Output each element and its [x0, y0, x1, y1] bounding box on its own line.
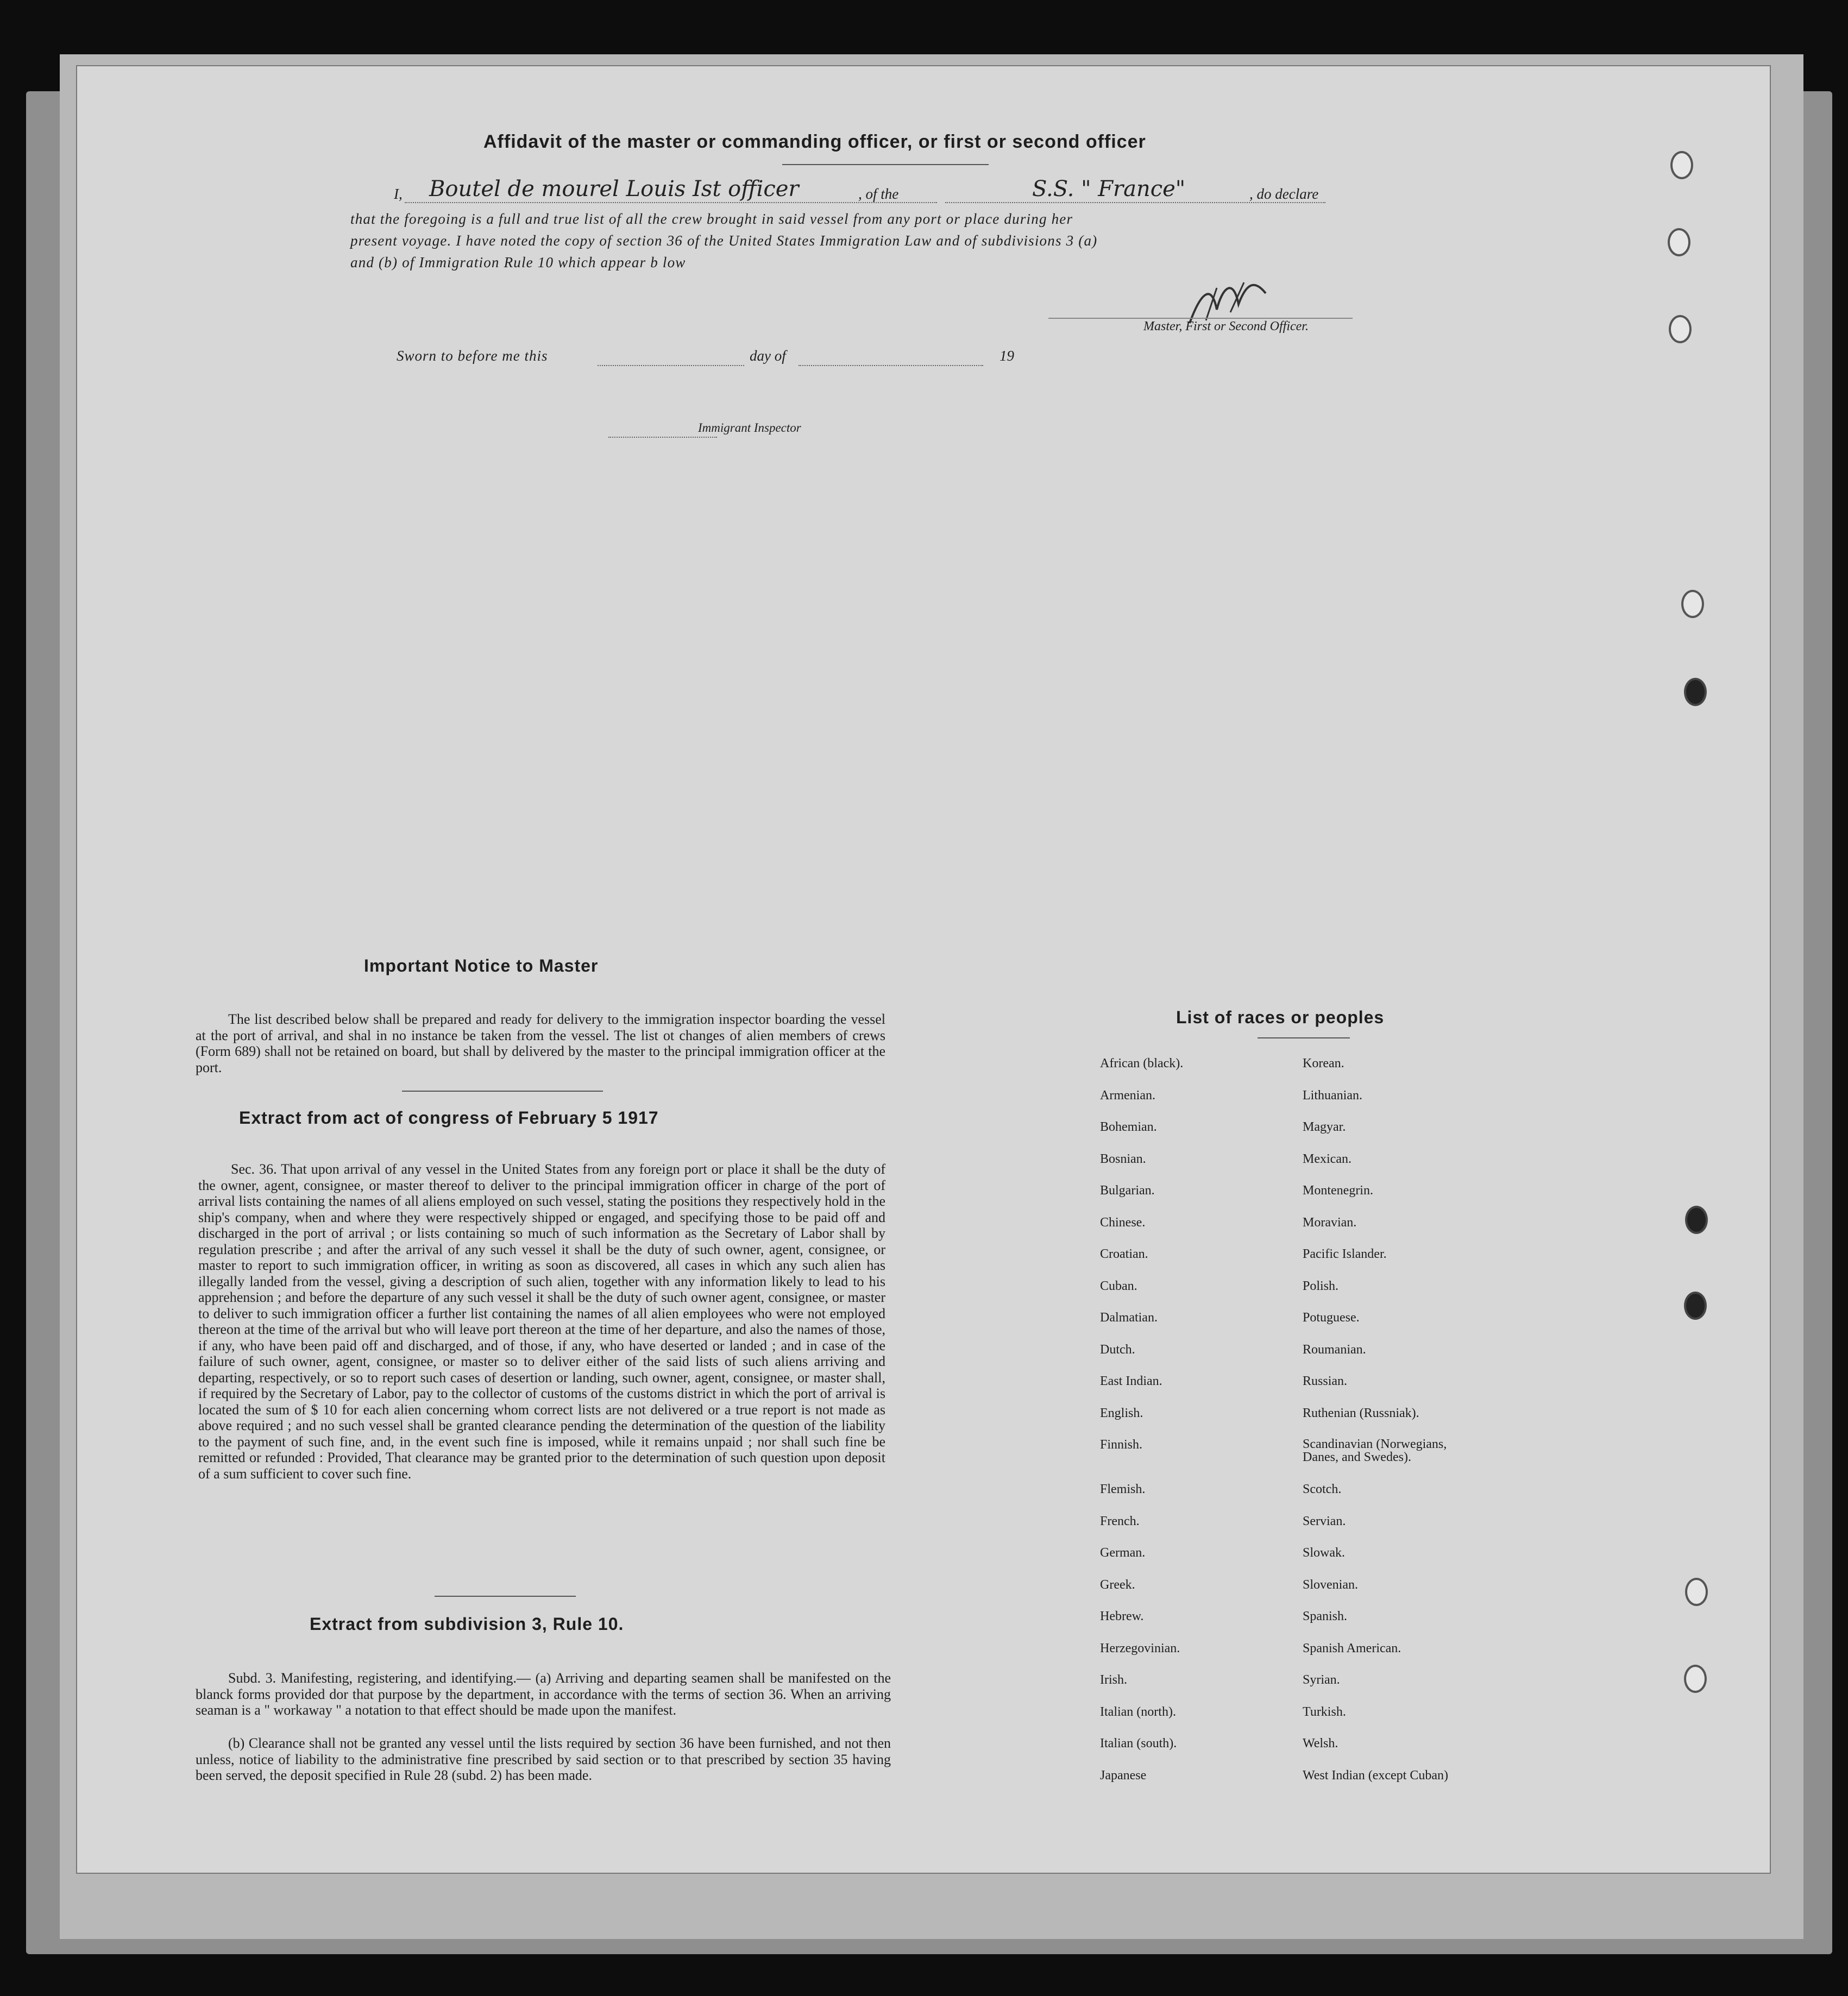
- race-item: Bohemian.: [1100, 1120, 1157, 1134]
- sworn-day-line: [598, 365, 744, 366]
- race-item: African (black).: [1100, 1056, 1184, 1071]
- race-item: Chinese.: [1100, 1215, 1146, 1230]
- inspector-line: [608, 437, 717, 438]
- race-item: Hebrew.: [1100, 1609, 1144, 1623]
- race-item: Dutch.: [1100, 1342, 1135, 1357]
- signature-line: [1048, 318, 1353, 319]
- race-item: Servian.: [1303, 1514, 1346, 1528]
- race-item: Ruthenian (Russniak).: [1303, 1406, 1419, 1420]
- binding-hole: [1681, 590, 1704, 618]
- officer-name-line: [405, 202, 937, 203]
- race-item: Russian.: [1303, 1374, 1348, 1388]
- affidavit-of-the: , of the: [858, 186, 899, 202]
- race-item: German.: [1100, 1546, 1146, 1560]
- binding-hole: [1684, 1292, 1707, 1320]
- rule-text-a: Subd. 3. Manifesting, registering, and identifying.— (a) Arriving and departing seamen shall be manifested on the blanck forms provided dor that purpose by the department, in accordance with the terms of section 36. When an arriving seaman is a " workaway " a notation to that effect should be made upon the manifest.: [196, 1670, 891, 1718]
- race-item: Potuguese.: [1303, 1311, 1360, 1325]
- day-of-label: day of: [750, 348, 786, 364]
- race-item: Bulgarian.: [1100, 1183, 1155, 1198]
- affidavit-line4: and (b) of Immigration Rule 10 which appear b low: [350, 254, 686, 270]
- inspector-label: Immigrant Inspector: [698, 421, 801, 435]
- race-item: Armenian.: [1100, 1088, 1155, 1103]
- year-label: 19: [1000, 348, 1014, 364]
- race-item: Spanish American.: [1303, 1641, 1401, 1655]
- race-item: English.: [1100, 1406, 1143, 1420]
- month-line: [799, 365, 983, 366]
- rule-text-b: (b) Clearance shall not be granted any vessel until the lists required by section 36 have been furnished, and not then unless, notice of liability to the administrative fine prescribed by said section or to that prescribed by section 35 having been served, the deposit specified in Rule 28 (subd. 2) has been made.: [196, 1735, 891, 1783]
- affidavit-line3: present voyage. I have noted the copy of section 36 of the United States Immigration Law and of subdivisions 3 (a): [350, 232, 1098, 249]
- race-item: Irish.: [1100, 1673, 1127, 1687]
- race-item: Croatian.: [1100, 1247, 1148, 1261]
- officer-name-handwritten: Boutel de mourel Louis Ist officer: [429, 177, 799, 202]
- race-item: Moravian.: [1303, 1215, 1357, 1230]
- signature-caption: Master, First or Second Officer.: [1143, 319, 1309, 333]
- affidavit-line1-prefix: I,: [394, 186, 403, 202]
- document-page: [76, 65, 1771, 1874]
- act-title: Extract from act of congress of February 5 1917: [239, 1108, 659, 1128]
- race-item: Italian (north).: [1100, 1704, 1176, 1719]
- binding-hole: [1668, 228, 1690, 256]
- notice-title: Important Notice to Master: [364, 956, 599, 975]
- binding-hole: [1670, 151, 1693, 179]
- notice-text: The list described below shall be prepared and ready for delivery to the immigration inspector boarding the vessel at the port of arrival, and shal in no instance be taken from the vessel. The list ot changes of alien members of crews (Form 689) shall not be retained on board, but shall by delivered by the master to the principal immigration officer at the port.: [196, 1011, 885, 1075]
- affidavit-title: Affidavit of the master or commanding officer, or first or second officer: [483, 131, 1146, 152]
- race-item: Herzegovinian.: [1100, 1641, 1180, 1655]
- race-item: Spanish.: [1303, 1609, 1348, 1623]
- race-item: Slowak.: [1303, 1546, 1345, 1560]
- binding-hole: [1669, 315, 1692, 343]
- race-item: Italian (south).: [1100, 1736, 1177, 1751]
- act-divider: [435, 1596, 576, 1597]
- race-item: Cuban.: [1100, 1279, 1137, 1293]
- affidavit-line2: that the foregoing is a full and true list of all the crew brought in said vessel from any port or place during her: [350, 211, 1073, 227]
- race-item: Japanese: [1100, 1768, 1147, 1783]
- affidavit-do-declare: , do declare: [1249, 186, 1319, 202]
- notice-divider: [402, 1091, 603, 1092]
- race-item: Lithuanian.: [1303, 1088, 1362, 1103]
- race-item: Slovenian.: [1303, 1577, 1358, 1592]
- rule-title: Extract from subdivision 3, Rule 10.: [310, 1614, 624, 1634]
- race-item: Syrian.: [1303, 1673, 1340, 1687]
- binding-hole: [1684, 678, 1707, 706]
- race-item: Mexican.: [1303, 1151, 1352, 1166]
- sworn-label: Sworn to before me this: [397, 348, 548, 364]
- binding-hole: [1685, 1578, 1708, 1606]
- race-item: Polish.: [1303, 1279, 1339, 1293]
- race-item: Flemish.: [1100, 1482, 1146, 1496]
- race-item: Welsh.: [1303, 1736, 1338, 1751]
- race-item: West Indian (except Cuban): [1303, 1768, 1448, 1783]
- race-item: Roumanian.: [1303, 1342, 1366, 1357]
- race-item: Greek.: [1100, 1577, 1135, 1592]
- binding-hole: [1685, 1206, 1708, 1234]
- race-item: Turkish.: [1303, 1704, 1346, 1719]
- race-item: Finnish.: [1100, 1438, 1143, 1452]
- race-item: Korean.: [1303, 1056, 1344, 1071]
- race-item: Montenegrin.: [1303, 1183, 1373, 1198]
- race-item: Scandinavian (Norwegians, Danes, and Swedes).: [1303, 1437, 1447, 1464]
- act-text: Sec. 36. That upon arrival of any vessel in the United States from any foreign port or place it shall be the duty of the owner, agent, consignee, or master thereof to deliver to the principal immigration officer in charge of the port of arrival lists containing the names of all aliens employed on such vessel, stating the positions they respectively hold in the ship's company, when and where they were respectively shipped or engaged, and specifying those to be paid off and discharged in the port of arrival ; or lists containing so much of such information as the Secretary of Labor shall by regulation prescribe ; and after the arrival of any such vessel it shall be the duty of such owner, agent, consignee, or master to report to such immigration officer, in writing as soon as discovered, all cases in which any such alien has illegally landed from the vessel, giving a description of such alien, together with any information likely to lead to his apprehension ; and before the departure of any such vessel it shall be the duty of such owner agent, consignee, or master to deliver to such immigration officer a further list containing the names of all alien employees who were not employed thereon at the time of the arrival but who will leave port thereon at the time of her departure, and also the names of those, if any, who have been paid off and discharged, and of those, if any, who have deserted or landed ; and in case of the failure of such owner, agent, consignee, or master so to deliver either of the said lists of such aliens arriving and departing, respectively, or so to report such cases of desertion or landing, such owner, agent, consignee, or master shall, if required by the Secretary of Labor, pay to the collector of customs of the customs district in which the port of arrival is located the sum of $ 10 for each alien concerning whom correct lists are not delivered or a true report is not made as above required ; and no such vessel shall be granted clearance pending the determination of the question of the liability to the payment of such fine, and, in the event such fine is imposed, while it remains unpaid ; nor shall such fine be remitted or refunded : Provided, That clearance may be granted prior to the determination of such question upon deposit of a sum sufficient to cover such fine.: [198, 1161, 885, 1482]
- binding-hole: [1684, 1665, 1707, 1693]
- race-item: Dalmatian.: [1100, 1311, 1158, 1325]
- race-item: French.: [1100, 1514, 1140, 1528]
- race-item: Magyar.: [1303, 1120, 1346, 1134]
- race-item: East Indian.: [1100, 1374, 1162, 1388]
- title-underline: [782, 164, 989, 165]
- race-item: Bosnian.: [1100, 1151, 1146, 1166]
- race-item: Scotch.: [1303, 1482, 1342, 1496]
- race-item: Pacific Islander.: [1303, 1247, 1387, 1261]
- races-title: List of races or peoples: [1176, 1008, 1385, 1027]
- races-underline: [1258, 1037, 1350, 1038]
- vessel-name-handwritten: S.S. " France": [1032, 177, 1186, 202]
